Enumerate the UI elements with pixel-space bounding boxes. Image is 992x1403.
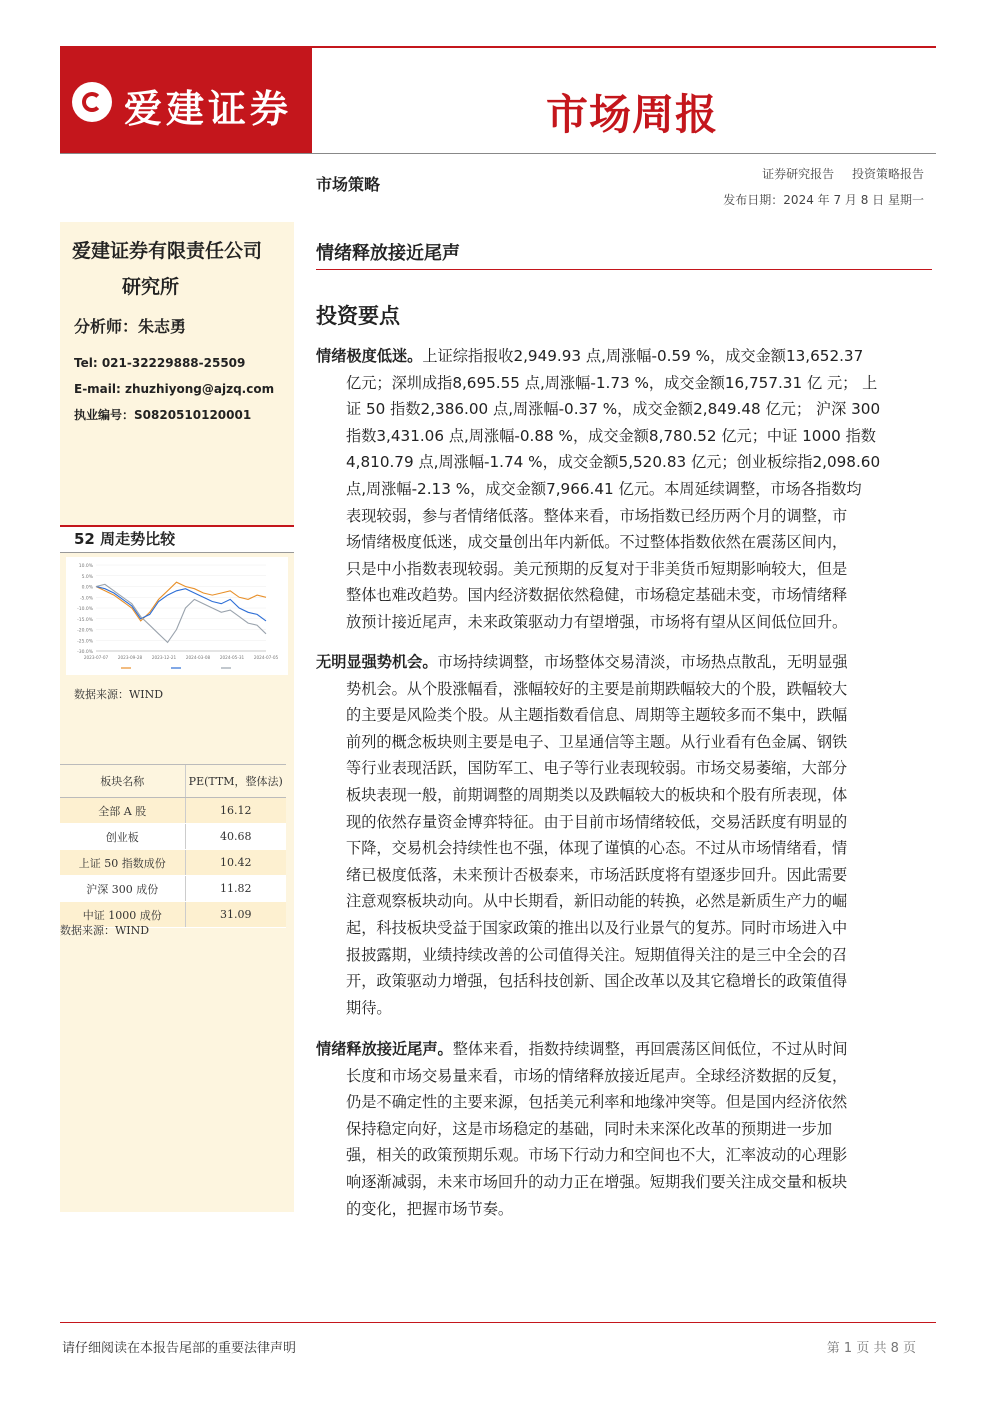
key-points-heading: 投资要点 bbox=[316, 304, 400, 328]
paragraph-text: 现的依然存量资金博弈特征。由于目前市场情绪较低，交易活跃度有明显的 bbox=[346, 812, 848, 831]
table-row bbox=[60, 850, 286, 876]
paragraph-lead: 无明显强势机会。 bbox=[316, 653, 438, 671]
chart-x-tick-label: 2024-05-31 bbox=[219, 655, 245, 660]
paragraph-line bbox=[316, 809, 934, 836]
paragraph-line bbox=[316, 676, 934, 703]
paragraph-line bbox=[316, 423, 934, 450]
paragraph-line bbox=[316, 1142, 934, 1169]
chart-source: 数据来源：WIND bbox=[74, 688, 164, 701]
paragraph-line bbox=[316, 888, 934, 915]
chart-x-tick-label: 2024-07-05 bbox=[253, 655, 279, 660]
pe-table-cell: 31.09 bbox=[185, 902, 286, 928]
paragraph-line bbox=[316, 942, 934, 969]
paragraph-text: 开，政策驱动力增强，包括科技创新、国企改革以及其它稳增长的政策值得 bbox=[346, 972, 848, 991]
chart-y-tick-label: -5.0% bbox=[79, 596, 93, 602]
pe-table-cell: 中证 1000 成份 bbox=[60, 902, 185, 928]
contact-email: E-mail: zhuzhiyong@ajzq.com bbox=[74, 382, 275, 396]
paragraph-line bbox=[316, 529, 934, 556]
paragraph-text: 仍是不确定性的主要来源，包括美元利率和地缘冲突等。但是国内经济依然 bbox=[346, 1093, 848, 1112]
paragraph-text: 整体来看，指数持续调整，再回震荡区间低位，不过从时间 bbox=[452, 1040, 848, 1058]
logo-swirl-icon bbox=[82, 92, 102, 112]
paragraph-line bbox=[316, 1116, 934, 1143]
paragraph-text: 响逐渐减弱，未来市场回升的动力正在增强。短期我们要关注成交量和板块 bbox=[346, 1172, 848, 1191]
company-name: 爱建证券有限责任公司 bbox=[72, 240, 263, 262]
pe-table-cell: 沪深 300 成份 bbox=[60, 876, 185, 902]
pe-table-cell: 11.82 bbox=[185, 876, 286, 902]
footer-divider bbox=[60, 1322, 936, 1323]
chart-title: 52 周走势比较 bbox=[74, 530, 176, 548]
chart-y-tick-label: -30.0% bbox=[77, 650, 93, 655]
paragraph-line bbox=[316, 396, 934, 423]
paragraph-release-ending bbox=[316, 1036, 934, 1222]
header-divider bbox=[60, 153, 936, 154]
table-row bbox=[60, 798, 286, 824]
paragraph-text: 只是中小指数表现较弱。美元预期的反复对于非美货币短期影响较大，但是 bbox=[346, 559, 848, 578]
paragraph-line bbox=[316, 370, 934, 397]
paragraph-line bbox=[316, 476, 934, 503]
trend-chart-svg bbox=[66, 557, 288, 675]
table-row bbox=[60, 824, 286, 850]
paragraph-text: 等行业表现活跃，国防军工、电子等行业表现较弱。市场交易萎缩，大部分 bbox=[346, 759, 848, 778]
category-label-2: 投资策略报告 bbox=[851, 167, 924, 181]
paragraph-line bbox=[316, 1089, 934, 1116]
page-number: 第 1 页 共 8 页 bbox=[826, 1341, 916, 1356]
paragraph-text: 期待。 bbox=[346, 998, 392, 1017]
paragraph-text: 证 50 指数2,386.00 点,周涨幅-0.37 %，成交金额2,849.48 亿元； 沪深 300 bbox=[346, 400, 881, 419]
paragraph-text: 前列的概念板块则主要是电子、卫星通信等主题。从行业看有色金属、钢铁 bbox=[346, 732, 848, 751]
paragraph-text: 表现较弱，参与者情绪低落。整体来看，市场指数已经历两个月的调整，市 bbox=[346, 506, 848, 525]
paragraph-text: 点,周涨幅-2.13 %，成交金额7,966.41 亿元。本周延续调整，市场各指数均 bbox=[346, 479, 862, 498]
paragraph-line bbox=[316, 968, 934, 995]
pe-table bbox=[60, 764, 286, 928]
paragraph-line bbox=[316, 556, 934, 583]
paragraph-line bbox=[316, 609, 934, 636]
chart-y-tick-label: 10.0% bbox=[78, 564, 93, 569]
paragraph-line bbox=[316, 755, 934, 782]
paragraph-text: 起，科技板块受益于国家政策的推出以及行业景气的复苏。同时市场进入中 bbox=[346, 918, 848, 937]
paragraph-line bbox=[316, 729, 934, 756]
paragraph-line bbox=[316, 1063, 934, 1090]
paragraph-text: 场情绪极度低迷，成交量创出年内新低。不过整体指数依然在震荡区间内， bbox=[346, 533, 848, 552]
paragraph-no-strong-opportunity bbox=[316, 649, 934, 1021]
table-row bbox=[60, 876, 286, 902]
publish-date: 发布日期：2024 年 7 月 8 日 星期一 bbox=[723, 193, 924, 207]
paragraph-line bbox=[316, 782, 934, 809]
pe-table-cell: 40.68 bbox=[185, 824, 286, 850]
footer-disclaimer: 请仔细阅读在本报告尾部的重要法律声明 bbox=[62, 1341, 297, 1356]
analyst-name: 分析师：朱志勇 bbox=[74, 317, 187, 336]
chart-y-tick-label: -25.0% bbox=[77, 639, 93, 645]
paragraph-text: 指数3,431.06 点,周涨幅-0.88 %，成交金额8,780.52 亿元；中证 1000 指数 bbox=[346, 426, 876, 445]
paragraph-line bbox=[316, 582, 934, 609]
chart-y-tick-label: -10.0% bbox=[77, 607, 93, 612]
category-label-1: 证券研究报告 bbox=[762, 167, 835, 181]
pe-table-cell: 全部 A 股 bbox=[60, 798, 185, 824]
paragraph-sentiment bbox=[316, 343, 934, 636]
paragraph-text: 保持稳定向好，这是市场稳定的基础，同时未来深化改革的预期进一步加 bbox=[346, 1119, 832, 1138]
paragraph-text: 板块表现一般，前期调整的周期类以及跌幅较大的板块和个股有所表现，体 bbox=[346, 785, 848, 804]
trend-chart bbox=[66, 557, 288, 675]
paragraph-text: 注意观察板块动向。从中长期看，新旧动能的转换，必然是新质生产力的崛 bbox=[346, 892, 848, 911]
pe-table-header-row bbox=[60, 765, 286, 798]
pe-table-cell: 创业板 bbox=[60, 824, 185, 850]
section-label: 市场策略 bbox=[316, 175, 381, 194]
paragraph-text: 的主要是风险类个股。从主题指数看信息、周期等主题较多而不集中，跌幅 bbox=[346, 706, 848, 725]
paragraph-text: 亿元；深圳成指8,695.55 点,周涨幅-1.73 %，成交金额16,757.31 亿 元； 上 bbox=[346, 373, 878, 392]
chart-x-tick-label: 2023-07-07 bbox=[83, 655, 109, 660]
paragraph-line bbox=[316, 915, 934, 942]
paragraph-line bbox=[316, 862, 934, 889]
paragraph-text: 4,810.79 点,周涨幅-1.74 %，成交金额5,520.83 亿元；创业板综指2,098.60 bbox=[346, 453, 881, 472]
pe-table-cell: 16.12 bbox=[185, 798, 286, 824]
document-meta bbox=[723, 161, 924, 213]
paragraph-line bbox=[316, 1169, 934, 1196]
subtitle-divider bbox=[316, 269, 932, 270]
paragraph-text: 报披露期，业绩持续改善的公司值得关注。短期值得关注的是三中全会的召 bbox=[346, 945, 848, 964]
chart-series-line-2 bbox=[96, 584, 266, 642]
chart-y-tick-label: 5.0% bbox=[81, 574, 93, 580]
paragraph-line bbox=[316, 995, 934, 1022]
institute-name: 研究所 bbox=[122, 276, 180, 298]
chart-y-tick-label: -20.0% bbox=[77, 628, 93, 634]
paragraph-line bbox=[316, 702, 934, 729]
license-number: 执业编号：S0820510120001 bbox=[74, 408, 252, 422]
chart-series-line-1 bbox=[96, 587, 266, 621]
paragraph-line bbox=[316, 1036, 934, 1063]
paragraph-text: 放预计接近尾声，未来政策驱动力有望增强，市场将有望从区间低位回升。 bbox=[346, 612, 848, 631]
paragraph-lead: 情绪释放接近尾声。 bbox=[316, 1040, 453, 1058]
pe-table-header-pe: PE(TTM，整体法) bbox=[185, 765, 286, 798]
chart-y-tick-label: 0.0% bbox=[81, 585, 93, 591]
paragraph-text: 强，相关的政策预期乐观。市场下行动力和空间也不大，汇率波动的心理影 bbox=[346, 1146, 848, 1165]
chart-y-tick-label: -15.0% bbox=[77, 617, 93, 623]
chart-x-tick-label: 2024-03-08 bbox=[185, 655, 211, 660]
paragraph-lead: 情绪极度低迷。 bbox=[316, 347, 423, 365]
paragraph-text: 长度和市场交易量来看，市场的情绪释放接近尾声。全球经济数据的反复， bbox=[346, 1066, 848, 1085]
pe-table-cell: 上证 50 指数成份 bbox=[60, 850, 185, 876]
paragraph-line bbox=[316, 449, 934, 476]
paragraph-text: 的变化，把握市场节奏。 bbox=[346, 1199, 514, 1218]
paragraph-text: 市场持续调整，市场整体交易清淡，市场热点散乱，无明显强 bbox=[437, 653, 848, 671]
paragraph-text: 下降，交易机会持续性也不强，体现了谨慎的心态。不过从市场情绪看，情 bbox=[346, 839, 848, 858]
paragraph-text: 势机会。从个股涨幅看，涨幅较好的主要是前期跌幅较大的个股，跌幅较大 bbox=[346, 679, 848, 698]
table-source: 数据来源：WIND bbox=[60, 924, 150, 937]
contact-block bbox=[74, 350, 274, 428]
pe-table-header-sector: 板块名称 bbox=[60, 765, 185, 798]
pe-table-cell: 10.42 bbox=[185, 850, 286, 876]
paragraph-line bbox=[316, 503, 934, 530]
contact-tel: Tel: 021-32229888-25509 bbox=[74, 356, 246, 370]
paragraph-text: 绪已极度低落，未来预计否极泰来，市场活跃度将有望逐步回升。因此需要 bbox=[346, 865, 848, 884]
paragraph-text: 整体也难改趋势。国内经济数据依然稳健，市场稳定基础未变，市场情绪释 bbox=[346, 586, 848, 605]
paragraph-text: 上证综指报收2,949.93 点,周涨幅-0.59 %，成交金额13,652.37 bbox=[422, 347, 864, 365]
paragraph-line bbox=[316, 649, 934, 676]
paragraph-line bbox=[316, 835, 934, 862]
report-subtitle: 情绪释放接近尾声 bbox=[316, 243, 460, 264]
logo-text: 爱建证券 bbox=[124, 86, 293, 131]
paragraph-line bbox=[316, 1196, 934, 1223]
chart-x-tick-label: 2023-12-21 bbox=[151, 655, 177, 660]
chart-series-line-0 bbox=[96, 582, 266, 621]
report-type-title: 市场周报 bbox=[546, 90, 719, 139]
chart-x-tick-label: 2023-09-28 bbox=[117, 655, 143, 660]
paragraph-line bbox=[316, 343, 934, 370]
